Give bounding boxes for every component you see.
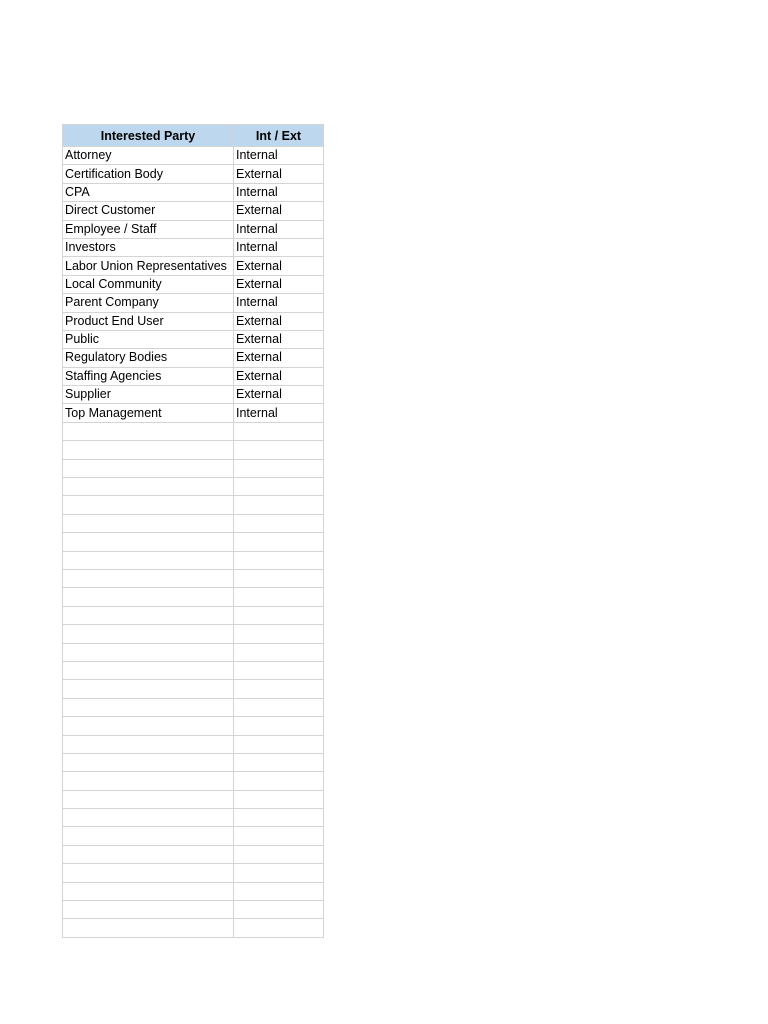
- empty-cell[interactable]: [234, 569, 324, 587]
- empty-cell[interactable]: [234, 735, 324, 753]
- empty-table-row: [63, 882, 324, 900]
- empty-cell[interactable]: [63, 478, 234, 496]
- cell-int-ext[interactable]: External: [234, 312, 324, 330]
- table-row: [63, 367, 324, 385]
- empty-cell[interactable]: [63, 643, 234, 661]
- table-row: [63, 330, 324, 348]
- empty-cell[interactable]: [234, 772, 324, 790]
- empty-cell[interactable]: [234, 864, 324, 882]
- header-int-ext: Int / Ext: [234, 125, 324, 147]
- empty-cell[interactable]: [63, 717, 234, 735]
- empty-table-row: [63, 680, 324, 698]
- empty-cell[interactable]: [63, 735, 234, 753]
- empty-table-row: [63, 551, 324, 569]
- cell-interested-party[interactable]: Investors: [63, 238, 234, 256]
- empty-cell[interactable]: [63, 790, 234, 808]
- empty-table-row: [63, 514, 324, 532]
- empty-cell[interactable]: [234, 514, 324, 532]
- table-row: [63, 404, 324, 422]
- cell-interested-party[interactable]: Local Community: [63, 275, 234, 293]
- empty-cell[interactable]: [234, 901, 324, 919]
- empty-table-row: [63, 441, 324, 459]
- empty-cell[interactable]: [63, 772, 234, 790]
- cell-int-ext[interactable]: External: [234, 330, 324, 348]
- empty-cell[interactable]: [234, 478, 324, 496]
- empty-table-row: [63, 698, 324, 716]
- cell-int-ext[interactable]: Internal: [234, 183, 324, 201]
- empty-table-row: [63, 753, 324, 771]
- empty-table-row: [63, 422, 324, 440]
- empty-table-row: [63, 809, 324, 827]
- empty-cell[interactable]: [234, 809, 324, 827]
- cell-interested-party[interactable]: Parent Company: [63, 294, 234, 312]
- empty-cell[interactable]: [63, 588, 234, 606]
- empty-cell[interactable]: [234, 643, 324, 661]
- empty-cell[interactable]: [63, 422, 234, 440]
- empty-cell[interactable]: [63, 753, 234, 771]
- cell-interested-party[interactable]: Staffing Agencies: [63, 367, 234, 385]
- empty-cell[interactable]: [63, 864, 234, 882]
- cell-int-ext[interactable]: Internal: [234, 220, 324, 238]
- empty-table-row: [63, 606, 324, 624]
- cell-int-ext[interactable]: External: [234, 386, 324, 404]
- empty-cell[interactable]: [234, 882, 324, 900]
- empty-cell[interactable]: [63, 827, 234, 845]
- empty-cell[interactable]: [63, 882, 234, 900]
- empty-cell[interactable]: [234, 441, 324, 459]
- cell-int-ext[interactable]: Internal: [234, 294, 324, 312]
- empty-cell[interactable]: [63, 625, 234, 643]
- empty-cell[interactable]: [63, 551, 234, 569]
- table-row: [63, 386, 324, 404]
- empty-cell[interactable]: [63, 496, 234, 514]
- table-row: [63, 312, 324, 330]
- empty-table-row: [63, 643, 324, 661]
- empty-cell[interactable]: [63, 459, 234, 477]
- empty-cell[interactable]: [63, 514, 234, 532]
- empty-cell[interactable]: [234, 680, 324, 698]
- empty-cell[interactable]: [63, 901, 234, 919]
- header-interested-party: Interested Party: [63, 125, 234, 147]
- cell-interested-party[interactable]: Top Management: [63, 404, 234, 422]
- empty-cell[interactable]: [63, 845, 234, 863]
- table-row: [63, 238, 324, 256]
- empty-table-row: [63, 919, 324, 937]
- cell-int-ext[interactable]: External: [234, 367, 324, 385]
- empty-cell[interactable]: [234, 533, 324, 551]
- table-row: [63, 349, 324, 367]
- table-body: [63, 147, 324, 938]
- empty-table-row: [63, 459, 324, 477]
- empty-table-row: [63, 864, 324, 882]
- cell-interested-party[interactable]: Employee / Staff: [63, 220, 234, 238]
- table-row: [63, 165, 324, 183]
- cell-interested-party[interactable]: Public: [63, 330, 234, 348]
- empty-table-row: [63, 790, 324, 808]
- empty-cell[interactable]: [63, 606, 234, 624]
- empty-table-row: [63, 569, 324, 587]
- empty-cell[interactable]: [234, 753, 324, 771]
- cell-int-ext[interactable]: External: [234, 275, 324, 293]
- empty-table-row: [63, 735, 324, 753]
- empty-cell[interactable]: [234, 717, 324, 735]
- cell-int-ext[interactable]: External: [234, 202, 324, 220]
- table-row: [63, 220, 324, 238]
- empty-cell[interactable]: [63, 680, 234, 698]
- table-header-row: [63, 125, 324, 147]
- cell-int-ext[interactable]: Internal: [234, 147, 324, 165]
- table-row: [63, 202, 324, 220]
- cell-interested-party[interactable]: Product End User: [63, 312, 234, 330]
- empty-cell[interactable]: [234, 606, 324, 624]
- empty-cell[interactable]: [63, 441, 234, 459]
- table-row: [63, 294, 324, 312]
- empty-table-row: [63, 478, 324, 496]
- empty-table-row: [63, 717, 324, 735]
- empty-cell[interactable]: [234, 919, 324, 937]
- empty-cell[interactable]: [234, 588, 324, 606]
- empty-cell[interactable]: [63, 919, 234, 937]
- empty-table-row: [63, 827, 324, 845]
- cell-int-ext[interactable]: Internal: [234, 238, 324, 256]
- empty-table-row: [63, 533, 324, 551]
- table-row: [63, 275, 324, 293]
- empty-cell[interactable]: [63, 809, 234, 827]
- empty-table-row: [63, 772, 324, 790]
- cell-interested-party[interactable]: Certification Body: [63, 165, 234, 183]
- cell-int-ext[interactable]: External: [234, 257, 324, 275]
- empty-cell[interactable]: [234, 496, 324, 514]
- empty-cell[interactable]: [234, 698, 324, 716]
- empty-table-row: [63, 845, 324, 863]
- empty-table-row: [63, 661, 324, 679]
- empty-cell[interactable]: [234, 459, 324, 477]
- empty-cell[interactable]: [234, 422, 324, 440]
- cell-int-ext[interactable]: External: [234, 165, 324, 183]
- table-row: [63, 257, 324, 275]
- empty-cell[interactable]: [63, 698, 234, 716]
- empty-cell[interactable]: [234, 661, 324, 679]
- spreadsheet-area: [62, 124, 324, 938]
- empty-cell[interactable]: [63, 533, 234, 551]
- cell-interested-party[interactable]: Attorney: [63, 147, 234, 165]
- cell-interested-party[interactable]: Regulatory Bodies: [63, 349, 234, 367]
- cell-interested-party[interactable]: Labor Union Representatives: [63, 257, 234, 275]
- empty-cell[interactable]: [234, 625, 324, 643]
- empty-table-row: [63, 625, 324, 643]
- empty-cell[interactable]: [63, 661, 234, 679]
- table-row: [63, 183, 324, 201]
- table-row: [63, 147, 324, 165]
- cell-int-ext[interactable]: Internal: [234, 404, 324, 422]
- cell-interested-party[interactable]: CPA: [63, 183, 234, 201]
- interested-party-table: [62, 124, 324, 938]
- empty-cell[interactable]: [234, 827, 324, 845]
- empty-table-row: [63, 588, 324, 606]
- empty-table-row: [63, 901, 324, 919]
- empty-cell[interactable]: [234, 790, 324, 808]
- cell-interested-party[interactable]: Supplier: [63, 386, 234, 404]
- empty-cell[interactable]: [63, 569, 234, 587]
- cell-interested-party[interactable]: Direct Customer: [63, 202, 234, 220]
- cell-int-ext[interactable]: External: [234, 349, 324, 367]
- empty-cell[interactable]: [234, 845, 324, 863]
- empty-cell[interactable]: [234, 551, 324, 569]
- empty-table-row: [63, 496, 324, 514]
